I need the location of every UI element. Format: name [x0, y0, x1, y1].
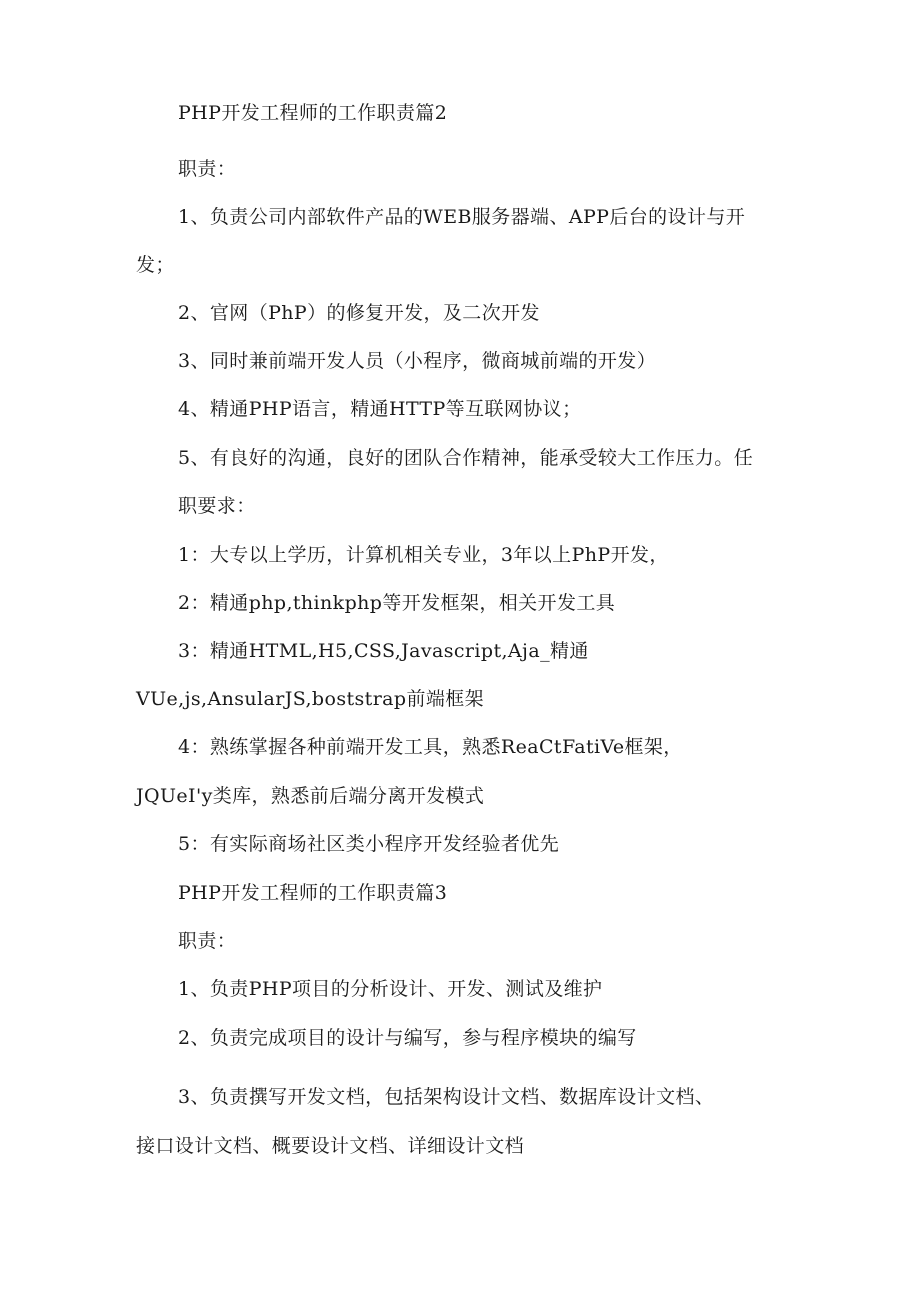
section-heading-3: PHP开发工程师的工作职责篇3	[178, 882, 448, 904]
duties-label: 职责：	[178, 158, 237, 180]
requirement-item-4: 4：熟练掌握各种前端开发工具，熟悉ReaCtFatiVe框架，	[178, 736, 683, 758]
requirement-item-3-continued: VUe,js,AnsularJS,boststrap前端框架	[136, 688, 485, 710]
duties-label-2: 职责：	[178, 930, 237, 952]
duty-item-4: 4、精通PHP语言，精通HTTP等互联网协议；	[178, 398, 582, 420]
duty2-item-2: 2、负责完成项目的设计与编写，参与程序模块的编写	[178, 1027, 637, 1049]
duty2-item-3-continued: 接口设计文档、概要设计文档、详细设计文档	[136, 1135, 525, 1157]
section-heading-2: PHP开发工程师的工作职责篇2	[178, 102, 448, 124]
duty-item-3: 3、同时兼前端开发人员（小程序，微商城前端的开发）	[178, 350, 657, 372]
duty-item-2: 2、官网（PhP）的修复开发，及二次开发	[178, 302, 540, 324]
requirement-item-3: 3：精通HTML,H5,CSS,Javascript,Aja_精通	[178, 640, 589, 662]
requirements-label: 职要求：	[178, 495, 256, 517]
duty-item-5: 5、有良好的沟通，良好的团队合作精神，能承受较大工作压力。任	[178, 447, 754, 469]
duty2-item-1: 1、负责PHP项目的分析设计、开发、测试及维护	[178, 978, 603, 1000]
requirement-item-5: 5：有实际商场社区类小程序开发经验者优先	[178, 833, 560, 855]
requirement-item-4-continued: JQUeI'y类库，熟悉前后端分离开发模式	[136, 785, 485, 807]
requirement-item-1: 1：大专以上学历，计算机相关专业，3年以上PhP开发，	[178, 544, 669, 566]
requirement-item-2: 2：精通php,thinkphp等开发框架，相关开发工具	[178, 592, 616, 614]
duty-item-1: 1、负责公司内部软件产品的WEB服务器端、APP后台的设计与开	[178, 206, 746, 228]
duty-item-1-continued: 发；	[136, 254, 175, 276]
duty2-item-3: 3、负责撰写开发文档，包括架构设计文档、数据库设计文档、	[178, 1086, 715, 1108]
